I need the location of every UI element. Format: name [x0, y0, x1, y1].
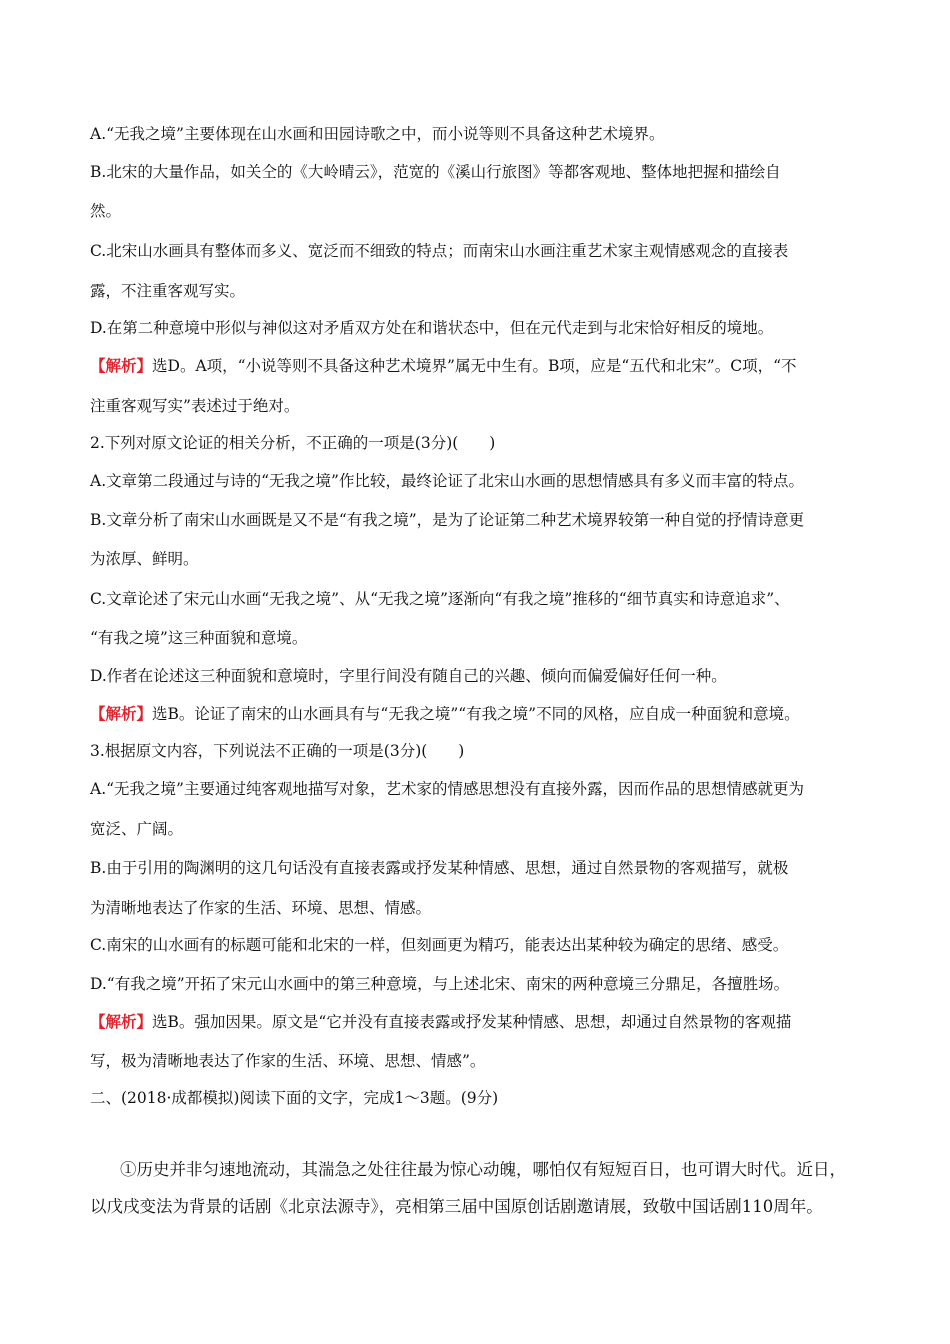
- passage-line2: 以戊戌变法为背景的话剧《北京法源寺》，亮相第三届中国原创话剧邀请展，致敬中国话剧110周年。: [90, 1197, 823, 1216]
- q3-option-b-line1: B.由于引用的陶渊明的这几句话没有直接表露或抒发某种情感、思想，通过自然景物的客观描写，就极: [90, 859, 789, 877]
- q2-option-d: D.作者在论述这三种面貌和意境时，字里行间没有随自己的兴趣、倾向而偏爱偏好任何一种。: [90, 667, 727, 685]
- q1-option-a: A.“无我之境”主要体现在山水画和田园诗歌之中，而小说等则不具备这种艺术境界。: [90, 125, 665, 143]
- analysis-text: 选B。论证了南宋的山水画具有与“无我之境”“有我之境”不同的风格，应自成一种面貌和意境。: [152, 705, 800, 723]
- q1-option-d: D.在第二种意境中形似与神似这对矛盾双方处在和谐状态中，但在元代走到与北宋恰好相反的境地。: [90, 319, 774, 337]
- q1-option-b-line2: 然。: [90, 202, 122, 220]
- q3-analysis-line2: 写，极为清晰地表达了作家的生活、环境、思想、情感”。: [90, 1052, 486, 1070]
- q3-option-c: C.南宋的山水画有的标题可能和北宋的一样，但刻画更为精巧，能表达出某种较为确定的思绪、感受。: [90, 936, 789, 954]
- q2-option-a: A.文章第二段通过与诗的“无我之境”作比较，最终论证了北宋山水画的思想情感具有多义而丰富的特点。: [90, 472, 804, 490]
- q2-option-b-line1: B.文章分析了南宋山水画既是又不是“有我之境”，是为了论证第二种艺术境界较第一种自觉的抒情诗意更: [90, 511, 805, 529]
- analysis-text: 选B。强加因果。原文是“它并没有直接表露或抒发某种情感、思想，却通过自然景物的客观描: [152, 1013, 792, 1031]
- analysis-tag: 【解析】: [90, 704, 153, 723]
- q1-analysis-line2: 注重客观写实”表述过于绝对。: [90, 397, 300, 415]
- q3-option-a-line2: 宽泛、广阔。: [90, 820, 184, 838]
- q3-option-b-line2: 为清晰地表达了作家的生活、环境、思想、情感。: [90, 899, 432, 917]
- q2-option-b-line2: 为浓厚、鲜明。: [90, 550, 199, 568]
- q2-option-c-line1: C.文章论述了宋元山水画“无我之境”、从“无我之境”逐渐向“有我之境”推移的“细节真实和诗意追求”、: [90, 590, 790, 608]
- passage-line1: ①历史并非匀速地流动，其湍急之处往往最为惊心动魄，哪怕仅有短短百日，也可谓大时代。近日，: [120, 1160, 846, 1179]
- q3-option-a-line1: A.“无我之境”主要通过纯客观地描写对象，艺术家的情感思想没有直接外露，因而作品的思想情感就更为: [90, 780, 804, 798]
- q1-option-c-line1: C.北宋山水画具有整体而多义、宽泛而不细致的特点；而南宋山水画注重艺术家主观情感观念的直接表: [90, 242, 789, 260]
- q1-option-b-line1: B.北宋的大量作品，如关仝的《大岭晴云》，范宽的《溪山行旅图》等都客观地、整体地把握和描绘自: [90, 163, 781, 181]
- q2-analysis-line1: [90, 704, 800, 724]
- q1-analysis-line1: [90, 356, 797, 376]
- q3-stem: 3.根据原文内容，下列说法不正确的一项是(3分)( ): [90, 742, 465, 760]
- q2-stem: 2.下列对原文论证的相关分析，不正确的一项是(3分)( ): [90, 434, 496, 452]
- q1-option-c-line2: 露，不注重客观写实。: [90, 282, 246, 300]
- analysis-text: 选D。A项，“小说等则不具备这种艺术境界”属无中生有。B项，应是“五代和北宋”。C项，“不: [152, 357, 797, 375]
- analysis-tag: 【解析】: [90, 356, 153, 375]
- q3-analysis-line1: [90, 1012, 791, 1032]
- q3-option-d: D.“有我之境”开拓了宋元山水画中的第三种意境，与上述北宋、南宋的两种意境三分鼎足，各擅胜场。: [90, 975, 790, 993]
- q2-option-c-line2: “有我之境”这三种面貌和意境。: [90, 629, 308, 647]
- section-heading: 二、(2018·成都模拟)阅读下面的文字，完成1～3题。(9分): [90, 1089, 499, 1107]
- analysis-tag: 【解析】: [90, 1012, 153, 1031]
